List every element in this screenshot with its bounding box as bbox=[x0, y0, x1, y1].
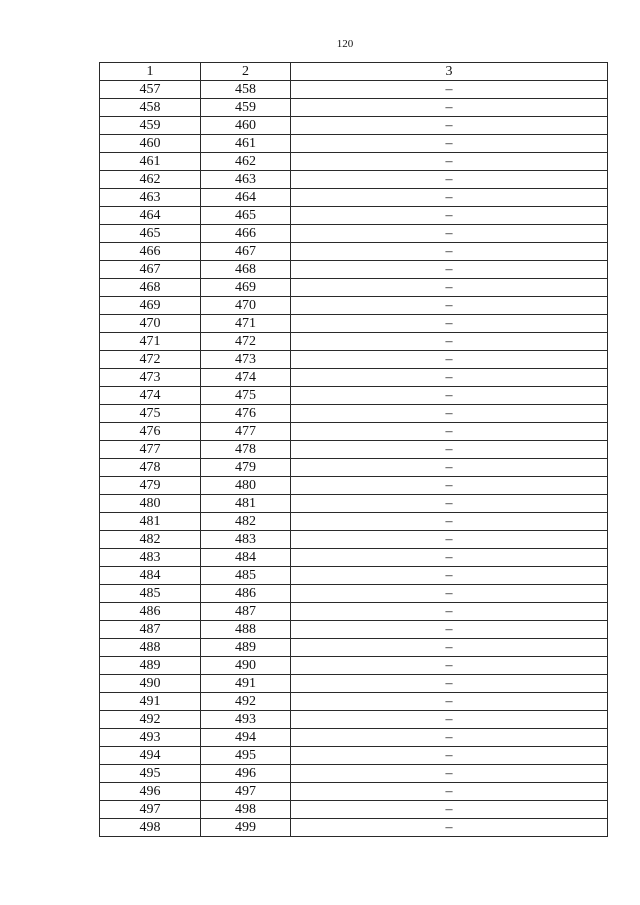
table-cell-col-3: – bbox=[291, 423, 608, 441]
table-cell-col-1: 479 bbox=[100, 477, 201, 495]
table-cell-col-1: 498 bbox=[100, 819, 201, 837]
table-cell-col-3: – bbox=[291, 531, 608, 549]
table-cell-col-1: 484 bbox=[100, 567, 201, 585]
table-cell-col-3: – bbox=[291, 387, 608, 405]
table-header bbox=[100, 63, 608, 81]
table-cell-col-2: 475 bbox=[201, 387, 291, 405]
table-cell-col-2: 492 bbox=[201, 693, 291, 711]
table-header-row bbox=[100, 63, 608, 81]
table-cell-col-3: – bbox=[291, 297, 608, 315]
table-cell-col-1: 474 bbox=[100, 387, 201, 405]
table-cell-col-3: – bbox=[291, 549, 608, 567]
table-cell-col-1: 494 bbox=[100, 747, 201, 765]
table-row bbox=[100, 81, 608, 99]
table-cell-col-2: 465 bbox=[201, 207, 291, 225]
table-cell-col-3: – bbox=[291, 477, 608, 495]
table-row bbox=[100, 261, 608, 279]
table-row bbox=[100, 279, 608, 297]
column-header-2: 2 bbox=[201, 63, 291, 81]
table-row bbox=[100, 207, 608, 225]
table-cell-col-3: – bbox=[291, 441, 608, 459]
table-cell-col-1: 458 bbox=[100, 99, 201, 117]
table-cell-col-2: 498 bbox=[201, 801, 291, 819]
table-cell-col-3: – bbox=[291, 171, 608, 189]
table-row bbox=[100, 747, 608, 765]
table-cell-col-2: 493 bbox=[201, 711, 291, 729]
table-cell-col-1: 469 bbox=[100, 297, 201, 315]
table-row bbox=[100, 621, 608, 639]
table-cell-col-3: – bbox=[291, 747, 608, 765]
table-cell-col-2: 485 bbox=[201, 567, 291, 585]
table-cell-col-1: 471 bbox=[100, 333, 201, 351]
table-cell-col-2: 488 bbox=[201, 621, 291, 639]
table-cell-col-1: 492 bbox=[100, 711, 201, 729]
table-cell-col-2: 469 bbox=[201, 279, 291, 297]
table-cell-col-2: 467 bbox=[201, 243, 291, 261]
table-cell-col-2: 479 bbox=[201, 459, 291, 477]
table-row bbox=[100, 639, 608, 657]
table-cell-col-3: – bbox=[291, 369, 608, 387]
table-cell-col-3: – bbox=[291, 81, 608, 99]
table-row bbox=[100, 315, 608, 333]
table-cell-col-3: – bbox=[291, 135, 608, 153]
table-cell-col-3: – bbox=[291, 729, 608, 747]
table-cell-col-2: 473 bbox=[201, 351, 291, 369]
table-cell-col-3: – bbox=[291, 621, 608, 639]
table-cell-col-3: – bbox=[291, 711, 608, 729]
table-cell-col-2: 464 bbox=[201, 189, 291, 207]
table-cell-col-3: – bbox=[291, 351, 608, 369]
table-cell-col-1: 482 bbox=[100, 531, 201, 549]
table-cell-col-2: 486 bbox=[201, 585, 291, 603]
table-cell-col-2: 497 bbox=[201, 783, 291, 801]
table-cell-col-3: – bbox=[291, 405, 608, 423]
table-cell-col-1: 473 bbox=[100, 369, 201, 387]
table-cell-col-1: 488 bbox=[100, 639, 201, 657]
table-body bbox=[100, 81, 608, 837]
data-table bbox=[99, 62, 608, 837]
table-cell-col-2: 462 bbox=[201, 153, 291, 171]
table-cell-col-2: 461 bbox=[201, 135, 291, 153]
table-row bbox=[100, 675, 608, 693]
table-cell-col-2: 474 bbox=[201, 369, 291, 387]
table-row bbox=[100, 531, 608, 549]
table-row bbox=[100, 225, 608, 243]
table-cell-col-3: – bbox=[291, 513, 608, 531]
table-cell-col-3: – bbox=[291, 765, 608, 783]
table-cell-col-1: 489 bbox=[100, 657, 201, 675]
table-row bbox=[100, 423, 608, 441]
table-cell-col-1: 472 bbox=[100, 351, 201, 369]
table-cell-col-2: 458 bbox=[201, 81, 291, 99]
table-cell-col-2: 489 bbox=[201, 639, 291, 657]
table-row bbox=[100, 765, 608, 783]
table-cell-col-2: 460 bbox=[201, 117, 291, 135]
table-cell-col-1: 485 bbox=[100, 585, 201, 603]
table-cell-col-1: 496 bbox=[100, 783, 201, 801]
table-cell-col-2: 481 bbox=[201, 495, 291, 513]
table-cell-col-1: 460 bbox=[100, 135, 201, 153]
table-cell-col-2: 499 bbox=[201, 819, 291, 837]
table-cell-col-1: 495 bbox=[100, 765, 201, 783]
table-cell-col-2: 470 bbox=[201, 297, 291, 315]
table-row bbox=[100, 153, 608, 171]
table-cell-col-2: 463 bbox=[201, 171, 291, 189]
table-cell-col-2: 495 bbox=[201, 747, 291, 765]
table-cell-col-1: 467 bbox=[100, 261, 201, 279]
table-row bbox=[100, 693, 608, 711]
table-cell-col-2: 490 bbox=[201, 657, 291, 675]
table-cell-col-3: – bbox=[291, 207, 608, 225]
table-cell-col-1: 464 bbox=[100, 207, 201, 225]
table-cell-col-2: 471 bbox=[201, 315, 291, 333]
table-cell-col-3: – bbox=[291, 261, 608, 279]
column-header-3: 3 bbox=[291, 63, 608, 81]
table-row bbox=[100, 351, 608, 369]
table-cell-col-3: – bbox=[291, 495, 608, 513]
table-cell-col-2: 477 bbox=[201, 423, 291, 441]
table-cell-col-3: – bbox=[291, 657, 608, 675]
table-cell-col-3: – bbox=[291, 603, 608, 621]
table-cell-col-2: 496 bbox=[201, 765, 291, 783]
table-cell-col-3: – bbox=[291, 243, 608, 261]
table-row bbox=[100, 459, 608, 477]
table-cell-col-1: 457 bbox=[100, 81, 201, 99]
table-cell-col-1: 480 bbox=[100, 495, 201, 513]
table-cell-col-3: – bbox=[291, 567, 608, 585]
table-cell-col-1: 486 bbox=[100, 603, 201, 621]
table-row bbox=[100, 657, 608, 675]
table-cell-col-3: – bbox=[291, 585, 608, 603]
table-cell-col-1: 476 bbox=[100, 423, 201, 441]
table-cell-col-1: 491 bbox=[100, 693, 201, 711]
table-cell-col-2: 480 bbox=[201, 477, 291, 495]
table-row bbox=[100, 135, 608, 153]
page-number: 120 bbox=[336, 38, 354, 50]
table-cell-col-1: 493 bbox=[100, 729, 201, 747]
table-row bbox=[100, 333, 608, 351]
table-row bbox=[100, 729, 608, 747]
table-row bbox=[100, 189, 608, 207]
table-cell-col-2: 459 bbox=[201, 99, 291, 117]
table-cell-col-3: – bbox=[291, 225, 608, 243]
table-row bbox=[100, 171, 608, 189]
table-cell-col-1: 459 bbox=[100, 117, 201, 135]
table-cell-col-3: – bbox=[291, 117, 608, 135]
table-row bbox=[100, 297, 608, 315]
table-cell-col-2: 491 bbox=[201, 675, 291, 693]
table-row bbox=[100, 513, 608, 531]
table-cell-col-1: 481 bbox=[100, 513, 201, 531]
table-cell-col-3: – bbox=[291, 333, 608, 351]
table-cell-col-3: – bbox=[291, 675, 608, 693]
table-cell-col-1: 475 bbox=[100, 405, 201, 423]
table-cell-col-1: 466 bbox=[100, 243, 201, 261]
table-row bbox=[100, 405, 608, 423]
table-cell-col-3: – bbox=[291, 783, 608, 801]
table-cell-col-3: – bbox=[291, 99, 608, 117]
table-cell-col-2: 466 bbox=[201, 225, 291, 243]
table-cell-col-3: – bbox=[291, 819, 608, 837]
table-cell-col-1: 462 bbox=[100, 171, 201, 189]
table-cell-col-1: 483 bbox=[100, 549, 201, 567]
table-cell-col-1: 497 bbox=[100, 801, 201, 819]
table-row bbox=[100, 567, 608, 585]
table-cell-col-2: 482 bbox=[201, 513, 291, 531]
table-cell-col-2: 468 bbox=[201, 261, 291, 279]
table-cell-col-1: 490 bbox=[100, 675, 201, 693]
table-cell-col-3: – bbox=[291, 639, 608, 657]
table-row bbox=[100, 495, 608, 513]
table-row bbox=[100, 783, 608, 801]
table-cell-col-1: 465 bbox=[100, 225, 201, 243]
table-row bbox=[100, 369, 608, 387]
table-cell-col-2: 476 bbox=[201, 405, 291, 423]
table-row bbox=[100, 603, 608, 621]
table-cell-col-2: 484 bbox=[201, 549, 291, 567]
table-row bbox=[100, 819, 608, 837]
table-cell-col-1: 463 bbox=[100, 189, 201, 207]
table-cell-col-2: 487 bbox=[201, 603, 291, 621]
table-cell-col-3: – bbox=[291, 279, 608, 297]
table-cell-col-1: 478 bbox=[100, 459, 201, 477]
table-row bbox=[100, 585, 608, 603]
table-row bbox=[100, 801, 608, 819]
table-cell-col-1: 470 bbox=[100, 315, 201, 333]
table-cell-col-1: 461 bbox=[100, 153, 201, 171]
table-row bbox=[100, 243, 608, 261]
table-cell-col-3: – bbox=[291, 801, 608, 819]
table-cell-col-2: 483 bbox=[201, 531, 291, 549]
table-cell-col-1: 487 bbox=[100, 621, 201, 639]
table-cell-col-2: 472 bbox=[201, 333, 291, 351]
table-cell-col-1: 468 bbox=[100, 279, 201, 297]
table-row bbox=[100, 711, 608, 729]
column-header-1: 1 bbox=[100, 63, 201, 81]
table-cell-col-1: 477 bbox=[100, 441, 201, 459]
table-cell-col-3: – bbox=[291, 153, 608, 171]
table-cell-col-3: – bbox=[291, 693, 608, 711]
table-row bbox=[100, 99, 608, 117]
table-cell-col-2: 494 bbox=[201, 729, 291, 747]
table-cell-col-3: – bbox=[291, 315, 608, 333]
table-row bbox=[100, 387, 608, 405]
table-cell-col-2: 478 bbox=[201, 441, 291, 459]
table-cell-col-3: – bbox=[291, 189, 608, 207]
table-cell-col-3: – bbox=[291, 459, 608, 477]
table-row bbox=[100, 441, 608, 459]
table-row bbox=[100, 549, 608, 567]
table-row bbox=[100, 117, 608, 135]
table-row bbox=[100, 477, 608, 495]
